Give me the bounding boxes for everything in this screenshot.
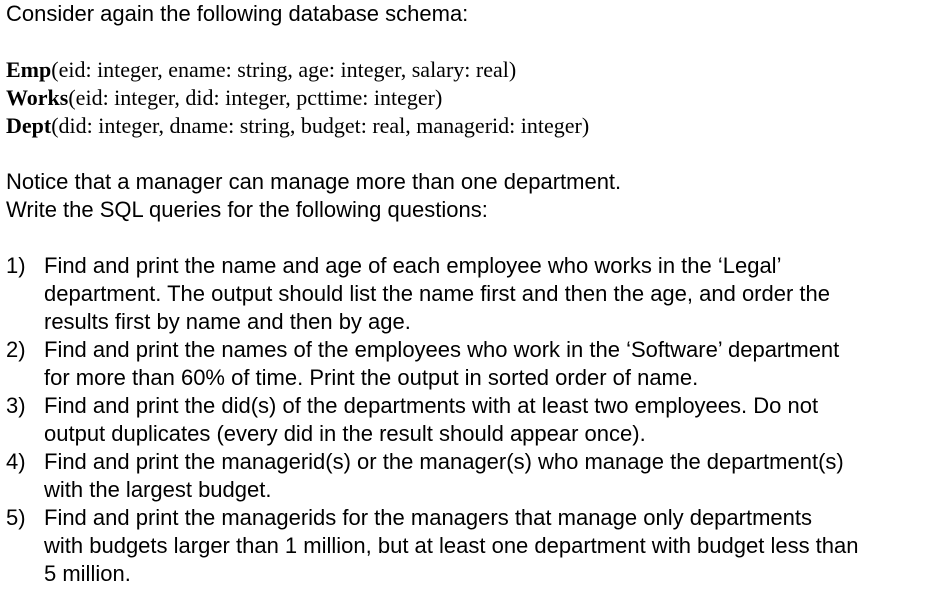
question-4-line-2: with the largest budget.: [44, 477, 272, 502]
schema-works-fields: (eid: integer, did: integer, pcttime: integer): [68, 85, 443, 110]
question-5-line-1: Find and print the managerids for the managers that manage only departments: [44, 505, 813, 530]
question-5-line-2: with budgets larger than 1 million, but at least one department with budget less than: [44, 533, 859, 558]
schema-works: [6, 84, 442, 112]
question-3-line-2: output duplicates (every did in the result should appear once).: [44, 421, 646, 446]
question-4-line-1: Find and print the managerid(s) or the manager(s) who manage the department(s): [44, 449, 844, 474]
question-2-line-2: for more than 60% of time. Print the output in sorted order of name.: [44, 365, 699, 390]
question-1-line-1: Find and print the name and age of each employee who works in the ‘Legal’: [44, 253, 782, 278]
question-4-number: 4): [6, 449, 26, 474]
schema-emp-name: Emp: [6, 57, 52, 82]
instruction-text: Write the SQL queries for the following questions:: [6, 197, 488, 222]
question-1-line-3: results first by name and then by age.: [44, 309, 411, 334]
question-5-number: 5): [6, 505, 26, 530]
schema-dept-fields: (did: integer, dname: string, budget: real, managerid: integer): [51, 113, 590, 138]
question-1-number: 1): [6, 253, 26, 278]
schema-emp-fields: (eid: integer, ename: string, age: integer, salary: real): [51, 57, 517, 82]
question-3-line-1: Find and print the did(s) of the departments with at least two employees. Do not: [44, 393, 819, 418]
question-2-line-1: Find and print the names of the employees who work in the ‘Software’ department: [44, 337, 840, 362]
intro-text: Consider again the following database schema:: [6, 1, 469, 26]
question-5-line-3: 5 million.: [44, 561, 131, 586]
notice-text: Notice that a manager can manage more than one department.: [6, 169, 622, 194]
schema-dept: [6, 112, 589, 140]
question-2-number: 2): [6, 337, 26, 362]
schema-works-name: Works: [6, 85, 69, 110]
schema-dept-name: Dept: [6, 113, 52, 138]
schema-emp: [6, 56, 516, 84]
question-3-number: 3): [6, 393, 26, 418]
question-1-line-2: department. The output should list the name first and then the age, and order the: [44, 281, 830, 306]
